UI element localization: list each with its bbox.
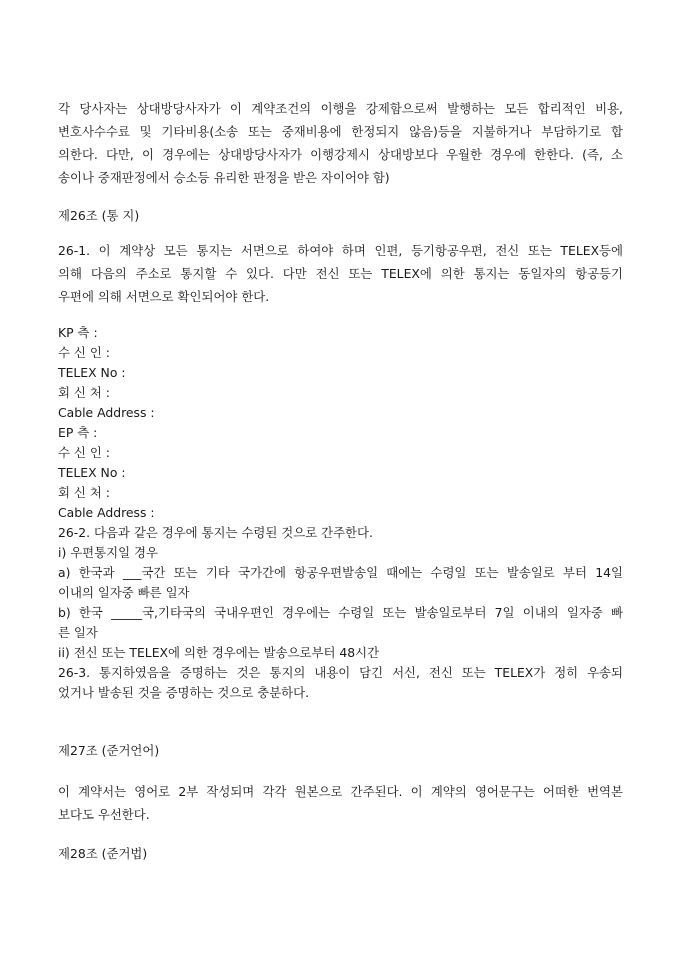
kp-telex-label: TELEX No : (58, 365, 126, 380)
kp-cable-label: Cable Address : (58, 405, 155, 420)
article26-para3-line-1: 26-3. 통지하였음을 증명하는 것은 통지의 내용이 담긴 서신, 전신 또는 TELEX가 정히 우송되 (58, 665, 623, 680)
article26-para2-title: 26-2. 다음과 같은 경우에 통지는 수령된 것으로 간주한다. (58, 525, 373, 540)
article25-line-1: 각 당사자는 상대방당사자가 이 계약조건의 이행을 강제함으로써 발행하는 모든 합리적인 비용, (58, 101, 623, 116)
article26-para1-line-2: 의해 다음의 주소로 통지할 수 있다. 다만 전신 또는 TELEX에 의한 통지는 동일자의 항공등기 (58, 266, 623, 281)
kp-reply-label: 회 신 처 : (58, 385, 110, 400)
article26-item-a-line-2: 이내의 일자중 빠른 일자 (58, 585, 190, 600)
article26-item-b-line-1: b) 한국 _____국,기타국의 국내우편인 경우에는 수령일 또는 발송일로부터 7일 이내의 일자중 빠 (58, 605, 623, 620)
article25-line-2: 변호사수수료 및 기타비용(소송 또는 중재비용에 한정되지 않음)등을 지불하거나 부담하기로 합 (58, 124, 623, 139)
ep-recipient-label: 수 신 인 : (58, 445, 110, 460)
kp-party-label: KP 측 : (58, 325, 98, 340)
ep-party-label: EP 측 : (58, 425, 98, 440)
article26-item-a-line-1: a) 한국과 ___국간 또는 기타 국가간에 항공우편발송일 때에는 수령일 또는 발송일로 부터 14일 (58, 565, 623, 580)
article26-para1-line-1: 26-1. 이 계약상 모든 통지는 서면으로 하여야 하며 인편, 등기항공우편, 전신 또는 TELEX등에 (58, 243, 623, 258)
ep-cable-label: Cable Address : (58, 505, 155, 520)
ep-reply-label: 회 신 처 : (58, 485, 110, 500)
article27-heading: 제27조 (준거언어) (58, 743, 160, 758)
article26-item-i: i) 우편통지일 경우 (58, 545, 158, 560)
article27-body-line-2: 보다도 우선한다. (58, 807, 150, 822)
article28-heading: 제28조 (준거법) (58, 846, 148, 861)
article25-line-3: 의한다. 다만, 이 경우에는 상대방당사자가 이행강제시 상대방보다 우월한 경우에 한한다. (즉, 소 (58, 147, 623, 162)
article26-heading: 제26조 (통 지) (58, 208, 140, 223)
article26-item-ii: ii) 전신 또는 TELEX에 의한 경우에는 발송으로부터 48시간 (58, 645, 380, 660)
article26-para3-line-2: 었거나 발송된 것을 증명하는 것으로 충분하다. (58, 685, 310, 700)
ep-telex-label: TELEX No : (58, 465, 126, 480)
article27-body-line-1: 이 계약서는 영어로 2부 작성되며 각각 원본으로 간주된다. 이 계약의 영어문구는 어떠한 번역본 (58, 784, 623, 799)
article25-line-4: 송이나 중재판정에서 승소등 유리한 판정을 받은 자이어야 함) (58, 170, 390, 185)
article26-para1-line-3: 우편에 의해 서면으로 확인되어야 한다. (58, 289, 270, 304)
article26-item-b-line-2: 른 일자 (58, 625, 98, 640)
kp-recipient-label: 수 신 인 : (58, 345, 110, 360)
